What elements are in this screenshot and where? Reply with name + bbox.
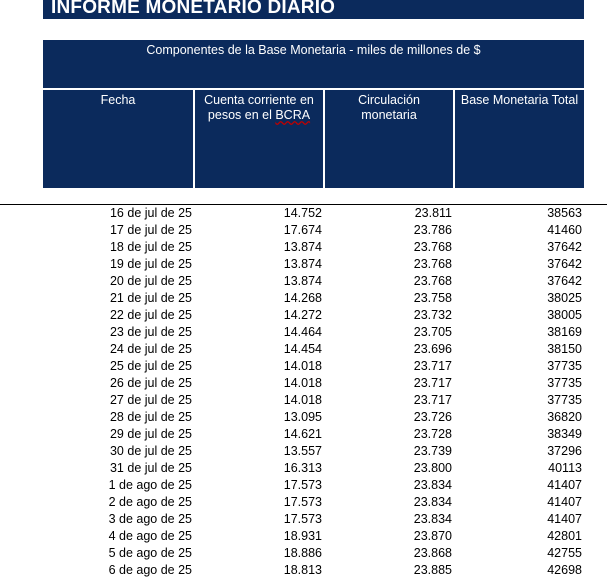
cell-fecha: 19 de jul de 25	[109, 257, 192, 271]
cell-base-total: 37735	[547, 393, 582, 407]
cell-cuenta-corriente: 14.621	[283, 427, 322, 441]
cell-base-total: 38169	[547, 325, 582, 339]
table-title-header	[43, 40, 584, 88]
cell-cuenta-corriente: 14.272	[283, 308, 322, 322]
cell-cuenta-corriente: 18.931	[283, 529, 322, 543]
cell-circulacion: 23.786	[413, 223, 452, 237]
cell-fecha: 24 de jul de 25	[109, 342, 192, 356]
cell-fecha: 16 de jul de 25	[109, 206, 192, 220]
cell-base-total: 37296	[547, 444, 582, 458]
cell-circulacion: 23.800	[413, 461, 452, 475]
cell-circulacion: 23.728	[413, 427, 452, 441]
cell-circulacion: 23.732	[413, 308, 452, 322]
cell-base-total: 41407	[547, 495, 582, 509]
cell-fecha: 26 de jul de 25	[109, 376, 192, 390]
cell-cuenta-corriente: 18.886	[283, 546, 322, 560]
table-row	[0, 512, 607, 529]
table-body	[0, 206, 607, 580]
table-row	[0, 257, 607, 274]
cell-fecha: 6 de ago de 25	[108, 563, 192, 577]
table-row	[0, 478, 607, 495]
cell-circulacion: 23.834	[413, 478, 452, 492]
cell-circulacion: 23.834	[413, 495, 452, 509]
cell-circulacion: 23.768	[413, 257, 452, 271]
column-header-bcra: BCRA	[275, 108, 311, 122]
cell-cuenta-corriente: 14.454	[283, 342, 322, 356]
cell-base-total: 41460	[547, 223, 582, 237]
cell-cuenta-corriente: 13.874	[283, 257, 322, 271]
cell-circulacion: 23.696	[413, 342, 452, 356]
table-row	[0, 206, 607, 223]
table-divider	[0, 204, 607, 205]
cell-circulacion: 23.870	[413, 529, 452, 543]
cell-circulacion: 23.717	[413, 393, 452, 407]
cell-fecha: 22 de jul de 25	[109, 308, 192, 322]
table-row	[0, 495, 607, 512]
column-header-base-total	[455, 90, 584, 188]
cell-base-total: 37642	[547, 240, 582, 254]
cell-circulacion: 23.705	[413, 325, 452, 339]
table-row	[0, 325, 607, 342]
cell-base-total: 42755	[547, 546, 582, 560]
cell-cuenta-corriente: 14.464	[283, 325, 322, 339]
cell-fecha: 21 de jul de 25	[109, 291, 192, 305]
column-header-circulacion-line1: Circulación	[358, 93, 420, 107]
report-title: INFORME MONETARIO DIARIO	[43, 0, 584, 19]
cell-base-total: 41407	[547, 512, 582, 526]
cell-cuenta-corriente: 17.573	[283, 478, 322, 492]
cell-cuenta-corriente: 13.874	[283, 274, 322, 288]
table-row	[0, 393, 607, 410]
cell-cuenta-corriente: 18.813	[283, 563, 322, 577]
cell-circulacion: 23.726	[413, 410, 452, 424]
cell-cuenta-corriente: 17.674	[283, 223, 322, 237]
column-header-cuenta-corriente-line2: pesos en el	[207, 108, 276, 122]
cell-fecha: 20 de jul de 25	[109, 274, 192, 288]
table-row	[0, 563, 607, 580]
column-header-base-total-label: Base Monetaria Total	[460, 93, 579, 107]
table-row	[0, 308, 607, 325]
table-row	[0, 359, 607, 376]
cell-base-total: 37735	[547, 376, 582, 390]
table-row	[0, 274, 607, 291]
cell-cuenta-corriente: 13.557	[283, 444, 322, 458]
cell-cuenta-corriente: 14.018	[283, 393, 322, 407]
cell-cuenta-corriente: 17.573	[283, 495, 322, 509]
column-header-fecha	[43, 90, 193, 188]
cell-cuenta-corriente: 14.268	[283, 291, 322, 305]
cell-fecha: 25 de jul de 25	[109, 359, 192, 373]
table-row	[0, 223, 607, 240]
cell-fecha: 1 de ago de 25	[108, 478, 192, 492]
cell-fecha: 30 de jul de 25	[109, 444, 192, 458]
cell-base-total: 41407	[547, 478, 582, 492]
table-row	[0, 342, 607, 359]
table-row	[0, 444, 607, 461]
cell-circulacion: 23.717	[413, 359, 452, 373]
cell-base-total: 42801	[547, 529, 582, 543]
cell-cuenta-corriente: 14.018	[283, 359, 322, 373]
cell-circulacion: 23.717	[413, 376, 452, 390]
column-header-circulacion	[325, 90, 453, 188]
cell-cuenta-corriente: 17.573	[283, 512, 322, 526]
cell-base-total: 37735	[547, 359, 582, 373]
cell-circulacion: 23.758	[413, 291, 452, 305]
cell-base-total: 36820	[547, 410, 582, 424]
cell-fecha: 27 de jul de 25	[109, 393, 192, 407]
cell-cuenta-corriente: 14.018	[283, 376, 322, 390]
cell-base-total: 38349	[547, 427, 582, 441]
cell-base-total: 38150	[547, 342, 582, 356]
cell-fecha: 28 de jul de 25	[109, 410, 192, 424]
cell-circulacion: 23.811	[414, 206, 452, 220]
cell-base-total: 38025	[547, 291, 582, 305]
cell-base-total: 42698	[547, 563, 582, 577]
cell-circulacion: 23.768	[413, 274, 452, 288]
cell-circulacion: 23.834	[413, 512, 452, 526]
cell-base-total: 37642	[547, 257, 582, 271]
table-row	[0, 376, 607, 393]
cell-circulacion: 23.739	[413, 444, 452, 458]
cell-cuenta-corriente: 16.313	[283, 461, 322, 475]
cell-cuenta-corriente: 14.752	[283, 206, 322, 220]
cell-fecha: 4 de ago de 25	[108, 529, 192, 543]
cell-circulacion: 23.868	[413, 546, 452, 560]
column-header-fecha-label: Fecha	[100, 93, 136, 107]
cell-fecha: 17 de jul de 25	[109, 223, 192, 237]
table-row	[0, 240, 607, 257]
table-row	[0, 291, 607, 308]
cell-fecha: 23 de jul de 25	[109, 325, 192, 339]
table-row	[0, 529, 607, 546]
cell-base-total: 38563	[547, 206, 582, 220]
cell-circulacion: 23.768	[413, 240, 452, 254]
cell-cuenta-corriente: 13.095	[283, 410, 322, 424]
cell-base-total: 37642	[547, 274, 582, 288]
column-header-cuenta-corriente-line1: Cuenta corriente en	[204, 93, 314, 107]
table-row	[0, 410, 607, 427]
cell-cuenta-corriente: 13.874	[283, 240, 322, 254]
cell-base-total: 40113	[548, 461, 582, 475]
cell-fecha: 3 de ago de 25	[108, 512, 192, 526]
cell-fecha: 31 de jul de 25	[109, 461, 192, 475]
table-row	[0, 427, 607, 444]
cell-fecha: 2 de ago de 25	[108, 495, 192, 509]
cell-fecha: 18 de jul de 25	[109, 240, 192, 254]
table-row	[0, 546, 607, 563]
table-row	[0, 461, 607, 478]
cell-circulacion: 23.885	[413, 563, 452, 577]
cell-base-total: 38005	[547, 308, 582, 322]
column-header-circulacion-line2: monetaria	[361, 108, 417, 122]
column-header-cuenta-corriente	[195, 90, 323, 188]
cell-fecha: 5 de ago de 25	[108, 546, 192, 560]
cell-fecha: 29 de jul de 25	[109, 427, 192, 441]
table-title: Componentes de la Base Monetaria - miles de millones de $	[146, 43, 481, 57]
